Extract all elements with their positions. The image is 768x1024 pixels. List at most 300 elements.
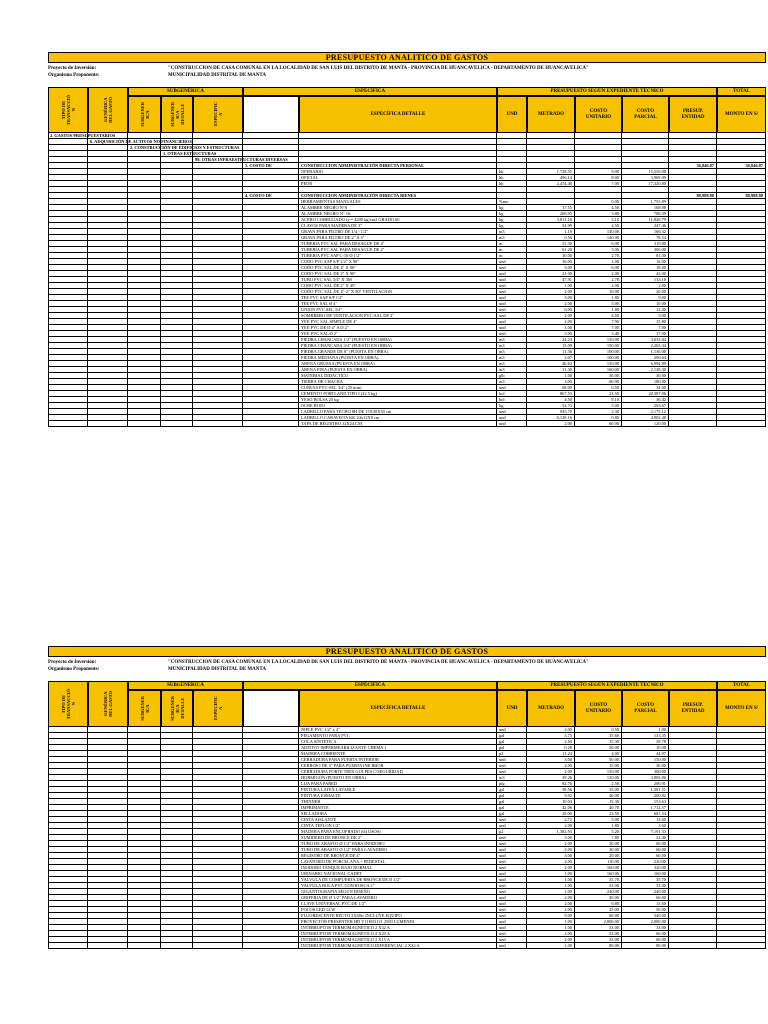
item-unit-cost: 5.00	[575, 247, 622, 253]
item-partial-cost: 2,128.30	[622, 367, 669, 373]
item-unit: hh	[497, 169, 527, 175]
cell	[193, 421, 243, 427]
item-partial-cost: 320.00	[622, 865, 669, 871]
group-monto: 88,988.88	[717, 193, 766, 199]
item-metrado: 11.36	[527, 349, 575, 355]
item-metrado: 2.00	[527, 421, 575, 427]
cell	[88, 943, 128, 949]
item-unit-cost: 25.00	[575, 907, 622, 913]
header-generica	[88, 681, 128, 727]
item-description: TUBERIA PVC SAP C-10 Ø 1/2"	[299, 253, 497, 259]
header-subgenerica-sub	[128, 96, 161, 133]
item-partial-cost: 9.00	[622, 313, 669, 319]
header-presup-entidad	[669, 690, 717, 727]
item-partial-cost: 20,387.06	[622, 391, 669, 397]
item-description: LAVATORIO DE PORCELANA + PEDESTAL	[299, 859, 497, 865]
item-metrado: 29.26	[527, 775, 575, 781]
header-total	[717, 681, 766, 690]
item-metrado: 11.24	[527, 751, 575, 757]
item-unit-cost: 30.00	[575, 841, 622, 847]
item-partial-cost: 42.00	[622, 271, 669, 277]
item-partial-cost: 206.64	[622, 355, 669, 361]
item-description: IMPRIMANTE	[299, 805, 497, 811]
header-tipo-transaccion-text: TIPO DE TRANSACCIÓ N	[60, 94, 76, 126]
item-description: TUBERIA PVC SAL PARA DESAGUE DE 4"	[299, 241, 497, 247]
item-description: TUBO PVC SAL 3/4" X 3M	[299, 277, 497, 283]
table-row	[48, 421, 766, 427]
item-partial-cost: 60.00	[622, 841, 669, 847]
item-partial-cost: 66.00	[622, 931, 669, 937]
item-unit: und	[497, 937, 527, 943]
item-unit-cost: 5.20	[575, 829, 622, 835]
sheet-title: PRESUPUESTO ANALITICO DE GASTOS	[48, 646, 766, 657]
item-description: LLAVE UNIVERSAL PVC DE 1/2"	[299, 901, 497, 907]
item-unit-cost: 80.00	[575, 943, 622, 949]
header-generica-text: GENÉRICA DEL GASTO	[103, 97, 113, 123]
item-unit-cost: 60.00	[575, 421, 622, 427]
item-partial-cost: 166.32	[622, 229, 669, 235]
header-total	[717, 87, 766, 96]
cell	[243, 421, 299, 427]
item-partial-cost: 150.00	[622, 757, 669, 763]
item-metrado: 52.73	[527, 403, 575, 409]
item-description: MATERIAL DIDACTICO	[299, 373, 497, 379]
item-partial-cost: 10.08	[622, 745, 669, 751]
item-partial-cost: 300.00	[622, 769, 669, 775]
item-partial-cost: 39.78	[622, 739, 669, 745]
item-unit: glb	[497, 373, 527, 379]
item-unit-cost: 4.50	[575, 313, 622, 319]
item-description: YEE PVC SAL SIMPLE DE 4"	[299, 319, 497, 325]
cell	[88, 421, 128, 427]
item-metrado: 2.00	[527, 841, 575, 847]
item-unit: und	[497, 727, 527, 733]
item-metrado: 2.00	[527, 823, 575, 829]
item-unit: gal	[497, 799, 527, 805]
item-description: TUBO DE ABASTO Ø 1/2" PARA LAVADERO	[299, 847, 497, 853]
item-metrado: 39.56	[527, 787, 575, 793]
item-unit: und	[497, 835, 527, 841]
header-tipo-transaccion-text: TIPO DE TRANSACCIÓ N	[60, 688, 76, 720]
item-description: ARENA GRUESA (PUESTA EN OBRA)	[299, 361, 497, 367]
item-unit: gal	[497, 787, 527, 793]
item-description: MADERA CORRIENTE	[299, 751, 497, 757]
item-unit: gal	[497, 745, 527, 751]
item-metrado: 2.00	[527, 907, 575, 913]
item-description: INTERRUPTOR TERMOMAGNETICO 2 X32 A	[299, 925, 497, 931]
group-code: 4. COSTO DE	[243, 193, 299, 199]
item-metrado: 496.14	[527, 175, 575, 181]
project-value: "CONSTRUCCION DE CASA COMUNAL EN LA LOCALIDAD DE SAN LUIS DEL DISTRITO DE MANTA - PROVINCIA DE HUANCAVELICA - DEPARTAMENTO DE HUANCAVELICA"	[168, 66, 589, 71]
item-description: REGISTRO DE BRONCE DE 4"	[299, 853, 497, 859]
item-metrado: 2.00	[527, 847, 575, 853]
item-unit-cost: 15.00	[575, 763, 622, 769]
item-partial-cost: 180.00	[622, 379, 669, 385]
project-value: "CONSTRUCCION DE CASA COMUNAL EN LA LOCALIDAD DE SAN LUIS DEL DISTRITO DE MANTA - PROVINCIA DE HUANCAVELICA - DEPARTAMENTO DE HUANCAVELICA"	[168, 660, 589, 665]
item-unit: und	[497, 889, 527, 895]
group-monto: 36,846.87	[717, 163, 766, 169]
cell	[669, 421, 717, 427]
group-presup-entidad: 88,988.88	[669, 193, 717, 199]
item-unit-cost: 4.50	[575, 205, 622, 211]
item-description: UNION PVC SEL 3/4"	[299, 307, 497, 313]
item-unit: m3	[497, 229, 527, 235]
item-unit: und	[497, 931, 527, 937]
item-unit-cost: 23.50	[575, 391, 622, 397]
item-partial-cost: 33.00	[622, 925, 669, 931]
item-unit-cost: 1.80	[575, 295, 622, 301]
item-metrado: 2.00	[527, 763, 575, 769]
item-unit-cost: 33.00	[575, 931, 622, 937]
item-partial-cost: 240.00	[622, 889, 669, 895]
item-description: CLAVOS PARA MADERA DE 3"	[299, 223, 497, 229]
item-unit-cost: 110.00	[575, 859, 622, 865]
header-subgenerica-detalle-text: SUBGENER ICA DETALLE	[169, 102, 185, 127]
item-metrado: 1.00	[527, 943, 575, 949]
item-unit-cost: 2,000.00	[575, 919, 622, 925]
item-unit-cost: 23.50	[575, 811, 622, 817]
item-metrado: 3.00	[527, 757, 575, 763]
item-unit: und	[497, 865, 527, 871]
item-unit: und	[497, 883, 527, 889]
item-unit-cost: 8.00	[575, 175, 622, 181]
item-description: YESO BOLSA 25 kg	[299, 397, 497, 403]
cell	[48, 421, 88, 427]
item-metrado: 206.95	[527, 211, 575, 217]
item-unit-cost: 40.70	[575, 805, 622, 811]
item-unit-cost: 20.00	[575, 853, 622, 859]
item-description: ALAMBRE NEGRO N°8	[299, 205, 497, 211]
item-partial-cost: 35.70	[622, 877, 669, 883]
item-description: INTERRUPTOR TERMOMAGNETICO 2 X15 A	[299, 937, 497, 943]
header-metrado-text: METRADO	[537, 111, 565, 117]
item-unit: m3	[497, 349, 527, 355]
header-especifica-col-text: ESPECIFIC A	[213, 696, 223, 721]
item-unit: plg	[497, 781, 527, 787]
item-metrado: 3.00	[527, 853, 575, 859]
item-unit-cost: 0.50	[575, 385, 622, 391]
item-partial-cost: 3,633.84	[622, 337, 669, 343]
item-metrado: 3.75	[527, 733, 575, 739]
item-unit: und	[497, 289, 527, 295]
header-blank	[243, 96, 299, 133]
item-metrado: 5.00	[527, 331, 575, 337]
item-metrado: 3.00	[527, 379, 575, 385]
item-partial-cost: 15.80	[622, 319, 669, 325]
item-unit: und	[497, 859, 527, 865]
item-partial-cost: 1.00	[622, 727, 669, 733]
item-partial-cost: 7.00	[622, 325, 669, 331]
item-unit: gal	[497, 739, 527, 745]
table-header	[48, 681, 766, 727]
item-partial-cost: 78.54	[622, 235, 669, 241]
item-unit: %mo	[497, 199, 527, 205]
item-metrado: 3.00	[527, 265, 575, 271]
item-description: SELLADORA	[299, 811, 497, 817]
item-partial-cost: 44.97	[622, 751, 669, 757]
item-description: LIJA PARA PARED	[299, 781, 497, 787]
item-description: CINTA AISLANTE	[299, 817, 497, 823]
item-description: PIEDRA CHANCADA 3/4" (PUESTO EN OBRA)	[299, 343, 497, 349]
item-partial-cost: 133.35	[622, 733, 669, 739]
item-unit: kg	[497, 205, 527, 211]
header-und-text: UND	[506, 705, 518, 711]
item-unit-cost: 5.00	[575, 301, 622, 307]
item-unit: m	[497, 253, 527, 259]
item-unit-cost: 30.00	[575, 847, 622, 853]
item-partial-cost: 60.00	[622, 895, 669, 901]
item-description: PEON	[299, 181, 497, 187]
organism-value: MUNICIPALIDAD DISTRITAL DE MANTA	[168, 667, 266, 672]
item-unit-cost: 60.00	[575, 913, 622, 919]
item-partial-cost: 12.00	[622, 307, 669, 313]
item-description: CODO PVC SAL DE 4" X 90°	[299, 265, 497, 271]
item-metrado: 4.50	[527, 397, 575, 403]
item-unit: und	[497, 943, 527, 949]
item-unit: und	[497, 319, 527, 325]
item-partial-cost: 3.60	[622, 823, 669, 829]
header-presupuesto	[497, 87, 717, 96]
item-unit: und	[497, 313, 527, 319]
item-metrado: 2.00	[527, 319, 575, 325]
cell	[48, 943, 88, 949]
header-subgenerica-sub	[128, 690, 161, 727]
sheet-title: PRESUPUESTO ANALITICO DE GASTOS	[48, 52, 766, 63]
item-partial-cost: 16.00	[622, 259, 669, 265]
header-especifica-text: ESPECÍFICA	[354, 88, 386, 94]
cell	[193, 943, 243, 949]
header-especifica-detalle-text: ESPECÍFICA DETALLE	[370, 705, 426, 711]
item-unit: m3	[497, 337, 527, 343]
item-partial-cost: 2,263.34	[622, 343, 669, 349]
item-partial-cost: 30.00	[622, 763, 669, 769]
item-description: CODO PVC SAL DE 2" X 90°	[299, 271, 497, 277]
item-metrado: 82.76	[527, 781, 575, 787]
item-metrado: 2.00	[527, 289, 575, 295]
item-unit: hh	[497, 181, 527, 187]
item-metrado: 47.91	[527, 277, 575, 283]
item-description: TAPA DE REGISTRO 12X24 CM	[299, 421, 497, 427]
organism-label: Organismo Proponente:	[48, 73, 100, 78]
header-costo-parcial-text: COSTO PARCIAL	[634, 108, 657, 120]
cell	[717, 943, 766, 949]
item-unit-cost: 240.00	[575, 889, 622, 895]
item-unit-cost: 8.10	[575, 397, 622, 403]
item-metrado: 1.00	[527, 883, 575, 889]
item-unit: und	[497, 763, 527, 769]
header-und	[497, 96, 527, 133]
item-metrado: 11.30	[527, 367, 575, 373]
item-metrado: 2.00	[527, 865, 575, 871]
header-subgenerica-text: SUBGENÉRICA	[167, 88, 204, 94]
header-presup-entidad-text: PRESUP. ENTIDAD	[681, 702, 705, 714]
item-metrado: 1.00	[527, 283, 575, 289]
item-unit: und	[497, 277, 527, 283]
header-und-text: UND	[506, 111, 518, 117]
item-partial-cost: 153.63	[622, 799, 669, 805]
item-unit-cost: 33.00	[575, 883, 622, 889]
item-unit-cost: 150.00	[575, 769, 622, 775]
item-metrado: 0.28	[527, 745, 575, 751]
item-metrado: 6,128.16	[527, 415, 575, 421]
item-unit: p2	[497, 829, 527, 835]
item-partial-cost: 200.82	[622, 793, 669, 799]
item-description: OCRE ROJO	[299, 403, 497, 409]
item-unit: und	[497, 283, 527, 289]
header-monto-text: MONTO EN S/	[725, 111, 758, 117]
item-metrado: 2.72	[527, 817, 575, 823]
item-unit-cost: 35.70	[575, 877, 622, 883]
item-description: ACERO CORRUGADO fy = 4200 kg/cm2 GRADO 60	[299, 217, 497, 223]
item-partial-cost: 13.60	[622, 901, 669, 907]
item-unit-cost: 15.30	[575, 799, 622, 805]
item-metrado: 30.00	[527, 253, 575, 259]
item-unit: und	[497, 295, 527, 301]
item-unit: und	[497, 331, 527, 337]
item-unit-cost: 0.00	[575, 199, 622, 205]
item-unit: und	[497, 841, 527, 847]
item-partial-cost: 20.00	[622, 289, 669, 295]
item-unit-cost: 7.00	[575, 325, 622, 331]
item-description: CODO PVC SAL DE 4"-2" X 90° VENTILACION	[299, 289, 497, 295]
item-description: GIGANTOGRAFIA SEGUN DISEÑO	[299, 889, 497, 895]
item-unit-cost: 30.00	[575, 895, 622, 901]
header-costo-unitario	[575, 96, 622, 133]
item-partial-cost: 6,994.89	[622, 361, 669, 367]
item-partial-cost: 306.00	[622, 247, 669, 253]
header-und	[497, 690, 527, 727]
item-unit-cost: 40.00	[575, 793, 622, 799]
item-unit: m3	[497, 343, 527, 349]
item-partial-cost: 247.46	[622, 223, 669, 229]
header-costo-parcial	[622, 96, 669, 133]
item-metrado: 2.00	[527, 313, 575, 319]
item-description: GRAVA PARA FILTRO DE 2" A 3"	[299, 235, 497, 241]
cell	[243, 943, 299, 949]
organism-line	[48, 73, 766, 79]
cell	[161, 943, 193, 949]
item-unit: und	[497, 901, 527, 907]
group-name: CONSTRUCCION ADMINISTRACIÓN DIRECTA PERSONAL	[299, 163, 497, 169]
item-unit: und	[497, 259, 527, 265]
item-unit: m3	[497, 775, 527, 781]
item-description: PINTURA LATEX LAVABLE	[299, 787, 497, 793]
item-unit-cost: 4.50	[575, 223, 622, 229]
item-partial-cost: 681.54	[622, 811, 669, 817]
header-costo-parcial	[622, 690, 669, 727]
tree-level-5: 99. OTRAS INFRAESTRUCTURAS DIVERSAS	[195, 157, 288, 162]
item-unit-cost: 9.00	[575, 169, 622, 175]
item-unit-cost: 160.00	[575, 871, 622, 877]
item-unit: bol	[497, 391, 527, 397]
header-monto	[717, 690, 766, 727]
item-unit: und	[497, 307, 527, 313]
item-metrado: 6.00	[527, 307, 575, 313]
item-partial-cost: 4,902.48	[622, 415, 669, 421]
header-total-text: TOTAL	[732, 682, 751, 688]
header-total-text: TOTAL	[732, 88, 751, 94]
header-especifica	[243, 681, 497, 690]
project-label: Proyecto de Inversión:	[48, 66, 97, 71]
item-metrado: 1.00	[527, 889, 575, 895]
item-description: PIEDRA MEDIANA (PUESTA EN OBRA)	[299, 355, 497, 361]
item-description: CODO PVC SAL DE 2" X 45°	[299, 283, 497, 289]
item-partial-cost: 81.00	[622, 253, 669, 259]
item-metrado: 46.63	[527, 361, 575, 367]
cell	[669, 943, 717, 949]
cell	[128, 943, 161, 949]
item-partial-cost: 263.67	[622, 403, 669, 409]
item-metrado: 3.00	[527, 835, 575, 841]
item-partial-cost: 23.40	[622, 835, 669, 841]
header-especifica-col	[193, 96, 243, 133]
item-description: THINNER	[299, 799, 497, 805]
item-description: URINARIO NACIONAL CADET	[299, 871, 497, 877]
item-partial-cost: 2,000.00	[622, 919, 669, 925]
organism-value: MUNICIPALIDAD DISTRITAL DE MANTA	[168, 73, 266, 78]
tree-level-4: 1. OTRAS ESTRUCTURAS	[163, 151, 217, 156]
item-unit: und	[497, 421, 527, 427]
item-partial-cost: 13.60	[622, 817, 669, 823]
header-especifica-detalle	[299, 96, 497, 133]
header-costo-unitario-text: COSTO UNITARIO	[585, 702, 612, 714]
item-unit-cost: 150.00	[575, 337, 622, 343]
item-unit: m3	[497, 367, 527, 373]
item-partial-cost: 60.00	[622, 847, 669, 853]
item-partial-cost: 160.00	[622, 871, 669, 877]
item-unit: gal	[497, 733, 527, 739]
item-unit: gal	[497, 811, 527, 817]
item-description: OPERARIO	[299, 169, 497, 175]
item-unit-cost: 7.00	[575, 181, 622, 187]
item-description: NIPLE PVC 1/2" x 2"	[299, 727, 497, 733]
header-subgenerica-text: SUBGENÉRICA	[167, 682, 204, 688]
item-unit: und	[497, 325, 527, 331]
item-description: ADITIVO IMPERMEABILIZANTE CHEMA 1	[299, 745, 497, 751]
item-unit-cost: 2.30	[575, 409, 622, 415]
item-unit-cost: 1.80	[575, 823, 622, 829]
item-description: CURVAS PVC-SEL 3/4" (25 mm)	[299, 385, 497, 391]
header-presupuesto-text: PRESUPUESTO SEGÚN EXPEDIENTE TÉCNICO	[550, 88, 664, 94]
item-unit: gal	[497, 805, 527, 811]
item-partial-cost: 66.00	[622, 937, 669, 943]
cell	[161, 421, 193, 427]
item-metrado: 2.00	[527, 901, 575, 907]
item-description: INODORO TANQUE BAJO NORMAL	[299, 865, 497, 871]
item-description: PIEDRA GRANDE DE 8" (PUESTA EN OBRA)	[299, 349, 497, 355]
item-unit: m3	[497, 361, 527, 367]
item-unit-cost: 160.00	[575, 367, 622, 373]
item-unit: gal	[497, 793, 527, 799]
item-unit: und	[497, 757, 527, 763]
item-metrado: 1.00	[527, 925, 575, 931]
item-unit: und	[497, 913, 527, 919]
header-especifica-col	[193, 690, 243, 727]
item-description: TEE PVC SAL Ø 4"	[299, 301, 497, 307]
header-costo-parcial-text: COSTO PARCIAL	[634, 702, 657, 714]
item-partial-cost: 17,320.80	[622, 181, 669, 187]
item-metrado: 2.00	[527, 937, 575, 943]
item-metrado: 1.00	[527, 877, 575, 883]
item-unit-cost: 15.30	[575, 739, 622, 745]
item-partial-cost: 220.00	[622, 859, 669, 865]
item-metrado: 9.00	[527, 913, 575, 919]
item-description: LADRILLO CARAVISTA KK 24x12X9 cm	[299, 415, 497, 421]
item-partial-cost: 60.00	[622, 853, 669, 859]
item-metrado: 2.00	[527, 931, 575, 937]
item-metrado: 1.00	[527, 373, 575, 379]
item-metrado: 1.00	[527, 871, 575, 877]
